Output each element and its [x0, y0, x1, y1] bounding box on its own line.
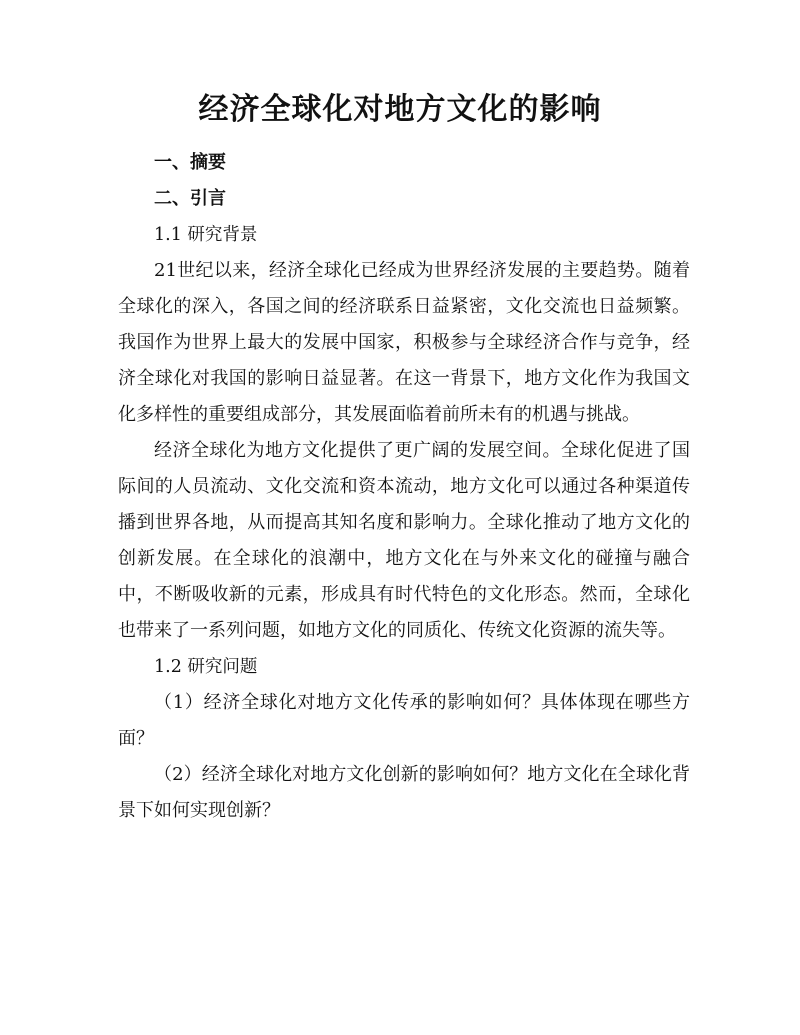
research-question-1: （1）经济全球化对地方文化传承的影响如何？具体体现在哪些方面？ [118, 692, 690, 749]
abstract-heading: 一、摘要 [154, 152, 226, 173]
intro-heading: 二、引言 [154, 188, 226, 209]
document-title: 经济全球化对地方文化的影响 [198, 92, 602, 127]
questions-heading: 1.2 研究问题 [154, 657, 258, 677]
research-question-2: （2）经济全球化对地方文化创新的影响如何？地方文化在全球化背景下如何实现创新？ [118, 764, 690, 821]
background-paragraph-2: 经济全球化为地方文化提供了更广阔的发展空间。全球化促进了国际间的人员流动、文化交流和资本流动，地方文化可以通过各种渠道传播到世界各地，从而提高其知名度和影响力。全球化推动了地方文化的创新发展。在全球化的浪潮中，地方文化在与外来文化的碰撞与融合中，不断吸收新的元素，形成具有时代特色的文化形态。然而，全球化也带来了一系列问题，如地方文化的同质化、传统文化资源的流失等。 [118, 440, 690, 641]
document-body [118, 145, 690, 829]
background-paragraph-1: 21世纪以来，经济全球化已经成为世界经济发展的主要趋势。随着全球化的深入，各国之间的经济联系日益紧密，文化交流也日益频繁。我国作为世界上最大的发展中国家，积极参与全球经济合作与竞争，经济全球化对我国的影响日益显著。在这一背景下，地方文化作为我国文化多样性的重要组成部分，其发展面临着前所未有的机遇与挑战。 [118, 260, 690, 425]
background-heading: 1.1 研究背景 [154, 225, 258, 245]
